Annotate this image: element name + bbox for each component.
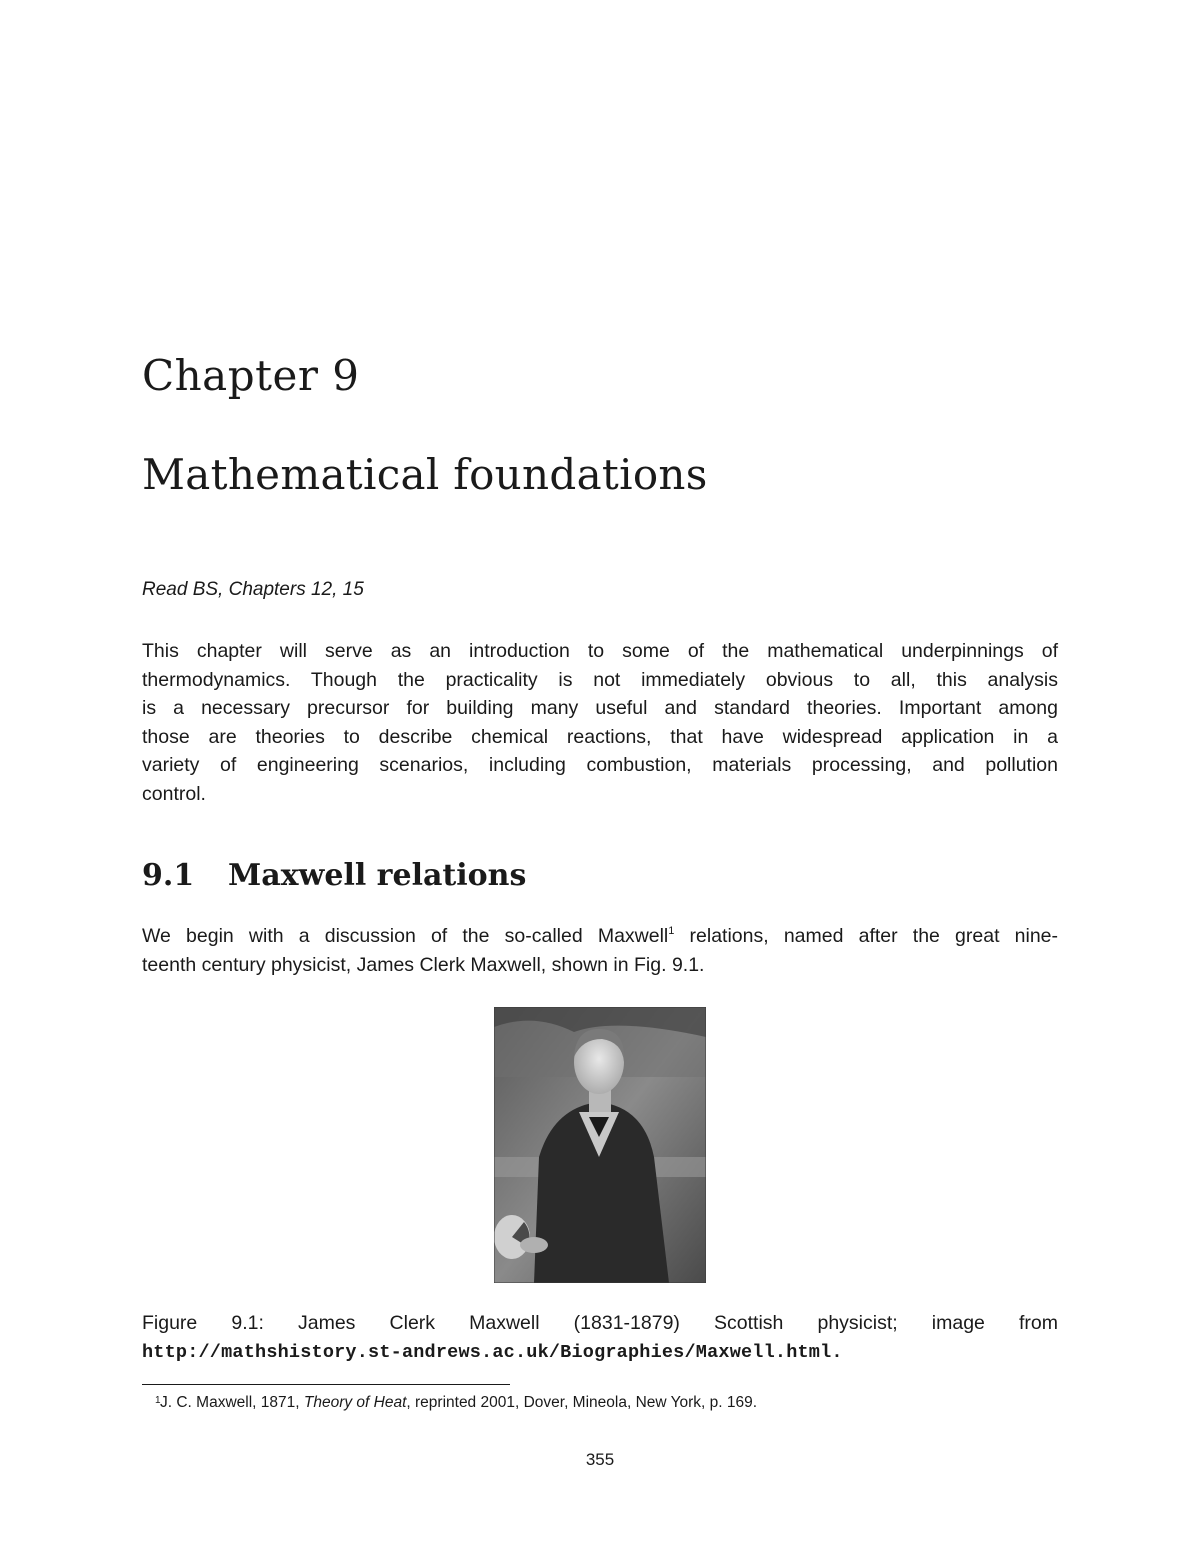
section-heading xyxy=(142,855,526,897)
intro-line: those are theories to describe chemical reactions, that have widespread application in a xyxy=(142,725,1058,748)
reading-assignment: Read BS, Chapters 12, 15 xyxy=(142,579,364,600)
maxwell-portrait-image xyxy=(494,1007,706,1283)
caption-url-link[interactable]: http://mathshistory.st-andrews.ac.uk/Biographies/Maxwell.html. xyxy=(142,1342,843,1363)
caption-text: Figure 9.1: James Clerk Maxwell (1831-1879) Scottish physicist; image from xyxy=(142,1312,1058,1334)
body-line: teenth century physicist, James Clerk Maxwell, shown in Fig. 9.1. xyxy=(142,953,705,976)
chapter-label: Chapter 9 xyxy=(142,351,360,400)
intro-paragraph xyxy=(142,637,1058,809)
intro-line: variety of engineering scenarios, including combustion, materials processing, and pollution xyxy=(142,754,1058,777)
body-paragraph xyxy=(142,922,1058,979)
section-title: Maxwell relations xyxy=(228,858,527,893)
footnote-text: , reprinted 2001, Dover, Mineola, New York, p. 169. xyxy=(406,1394,758,1411)
footnote-mark: 1 xyxy=(155,1395,161,1406)
footnote-reference[interactable]: 1 xyxy=(668,925,675,937)
intro-line: thermodynamics. Though the practicality is not immediately obvious to all, this analysis xyxy=(142,668,1058,691)
figure-caption xyxy=(142,1309,1058,1367)
footnote-divider xyxy=(142,1384,510,1385)
intro-line: control. xyxy=(142,782,206,805)
body-text: We begin with a discussion of the so-called Maxwell xyxy=(142,925,669,947)
body-line xyxy=(142,922,1058,951)
footnote-text: J. C. Maxwell, 1871, xyxy=(160,1394,304,1411)
chapter-title: Mathematical foundations xyxy=(142,450,708,499)
body-text: relations, named after the great nine- xyxy=(674,925,1059,947)
intro-line: is a necessary precursor for building many useful and standard theories. Important among xyxy=(142,697,1058,720)
footnote-book-title: Theory of Heat xyxy=(303,1394,407,1411)
page-number: 355 xyxy=(585,1450,615,1469)
intro-line: This chapter will serve as an introduction to some of the mathematical underpinnings of xyxy=(142,640,1058,662)
section-number: 9.1 xyxy=(142,858,195,893)
footnote xyxy=(155,1392,758,1414)
